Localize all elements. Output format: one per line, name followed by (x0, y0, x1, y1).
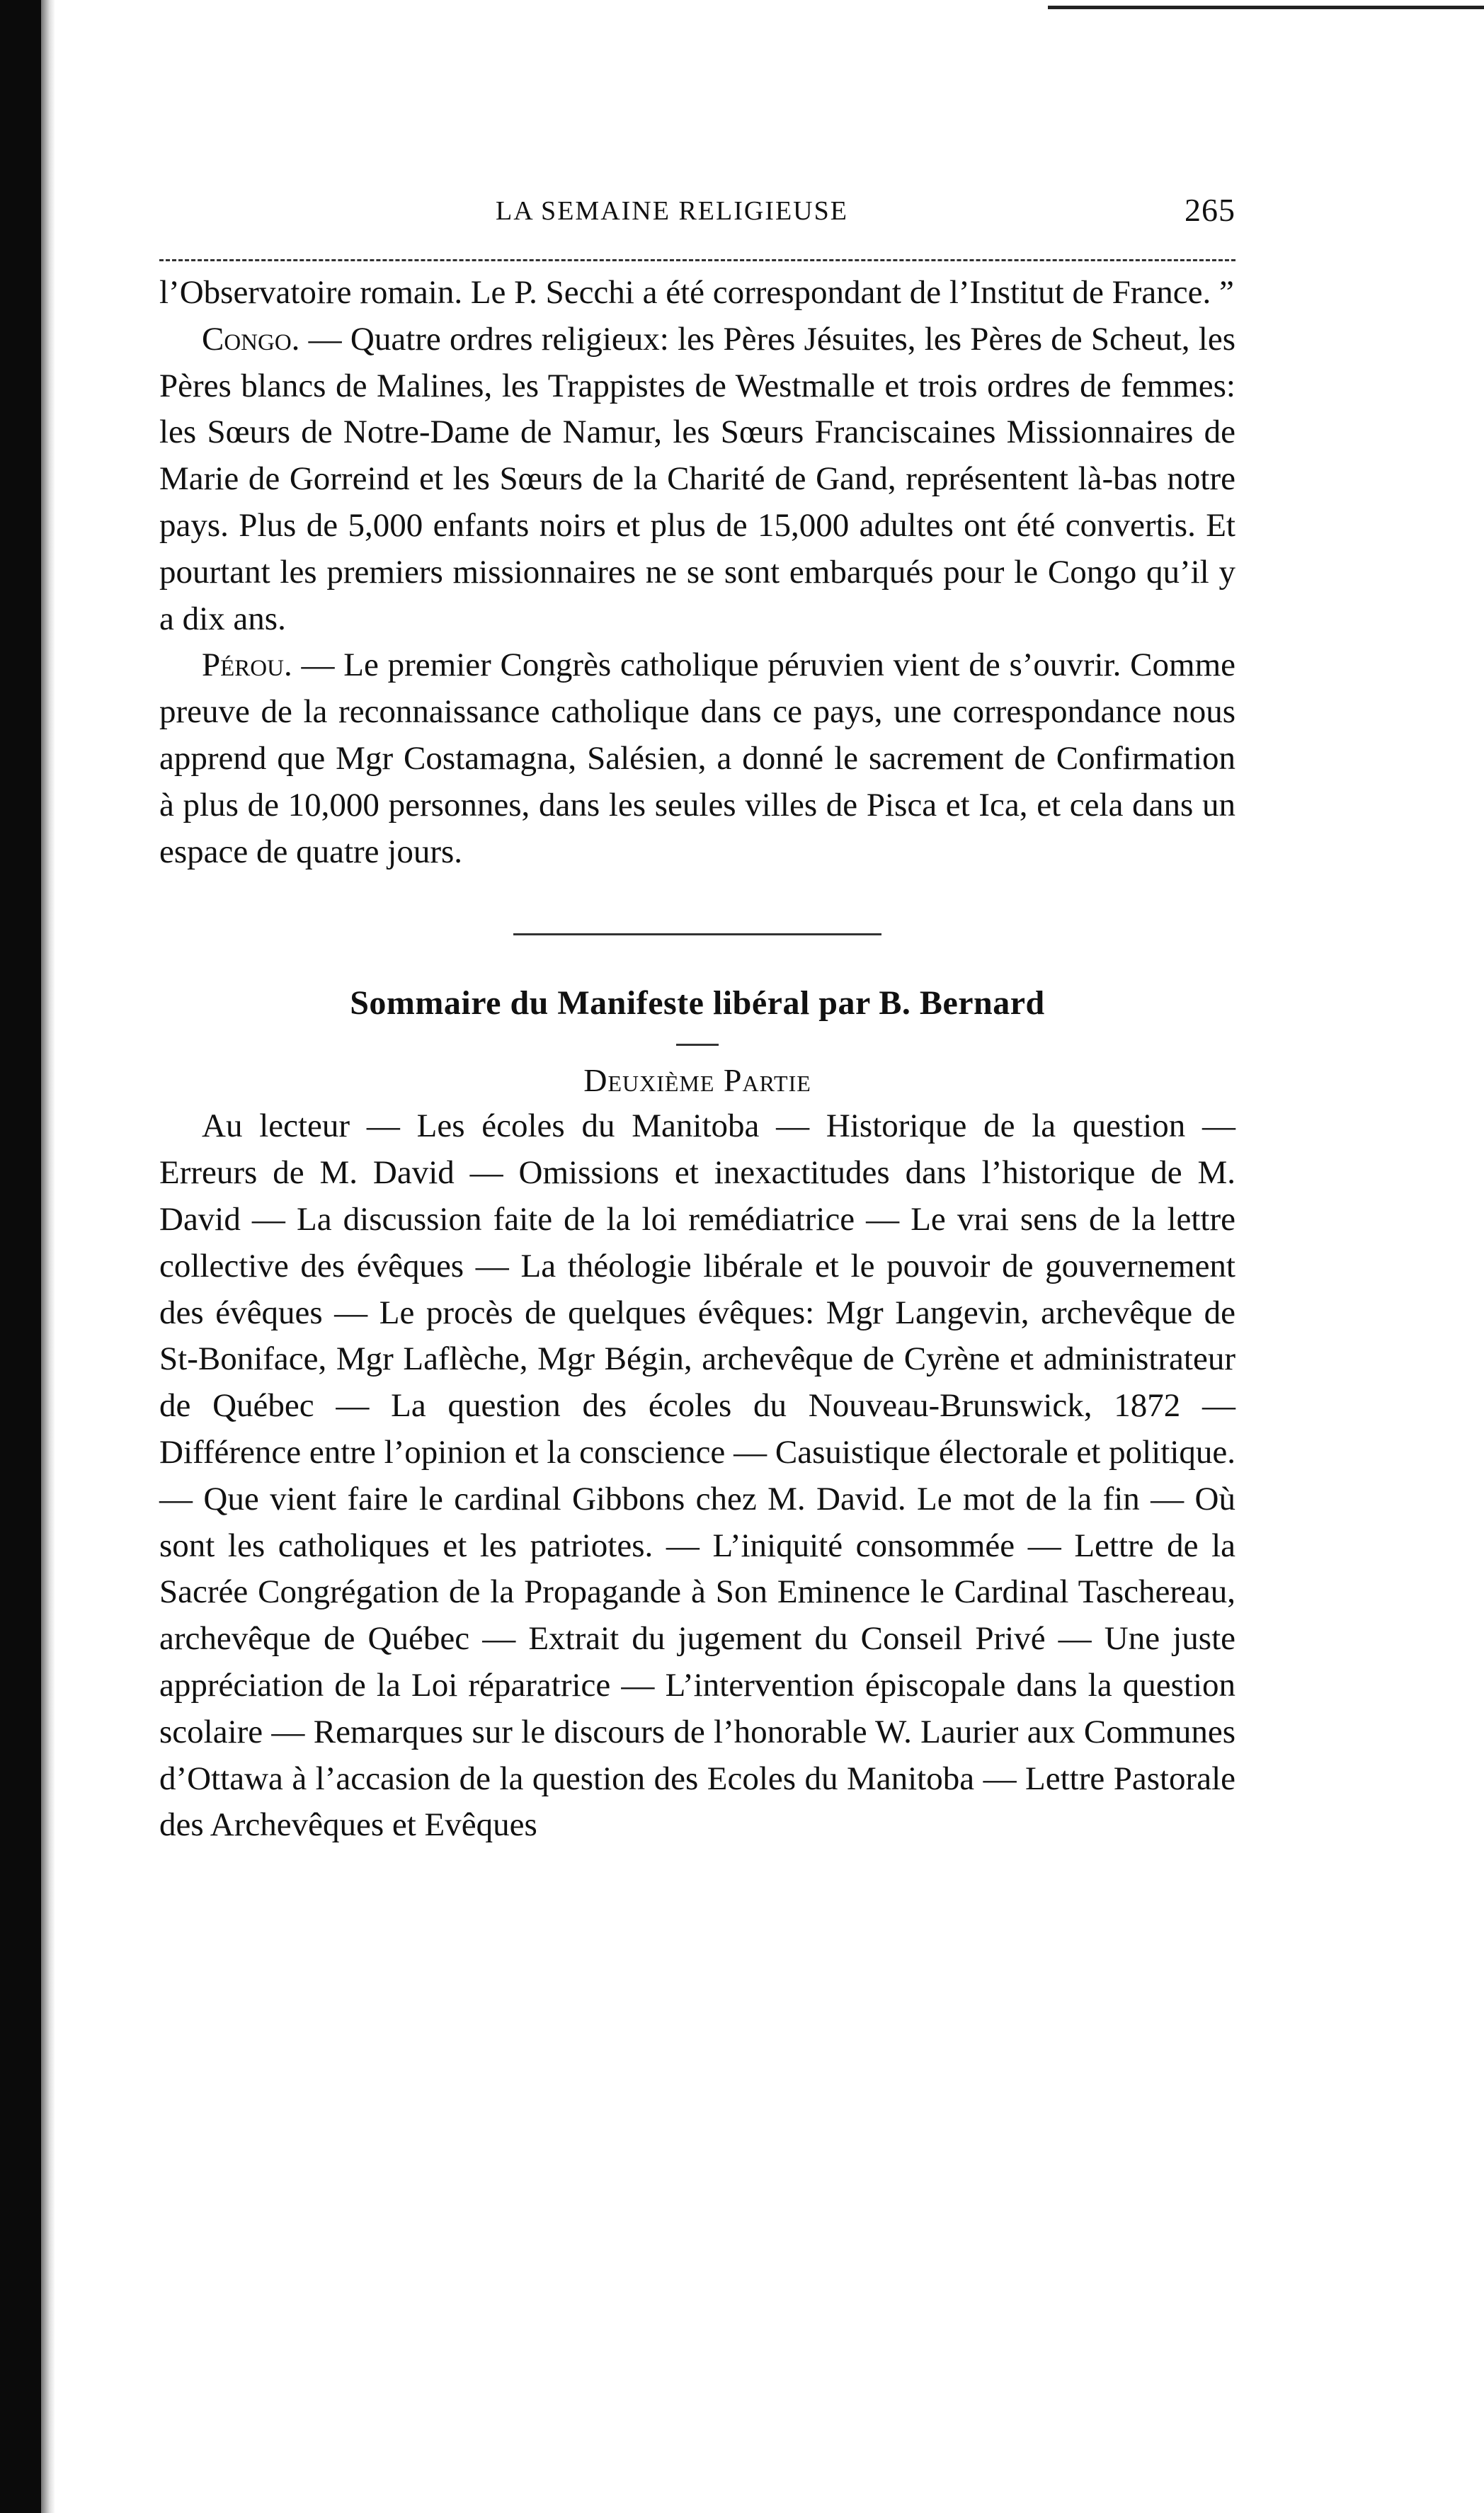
book-page (159, 191, 1235, 1849)
paragraph-observatoire: l’Observatoire romain. Le P. Secchi a été correspondant de l’Institut de France. ” (159, 274, 1234, 311)
paragraph-perou (159, 642, 1235, 875)
running-title: LA SEMAINE RELIGIEUSE (496, 196, 848, 226)
congo-text: — Quatre ordres religieux: les Pères Jésuites, les Pères de Scheut, les Pères blancs de Malines, les Trappistes de Westmalle et trois ordres de femmes: les Sœurs de Notre-Dame de Namur, les Sœurs Franciscaines Missionnaires de Marie de Gorreind et les Sœurs de la Charité de Gand, représentent là-bas notre pays. Plus de 5,000 enfants noirs et plus de 15,000 adultes ont été convertis. Et pourtant les premiers missionnaires ne se sont embarqués pour le Congo qu’il y a dix ans. (159, 320, 1235, 637)
part-heading: Deuxième Partie (583, 1062, 811, 1099)
section-title: Sommaire du Manifeste libéral par B. Bernard (350, 984, 1045, 1022)
scan-edge-shadow (41, 0, 55, 2513)
scanned-binding-edge (0, 0, 41, 2513)
top-scan-rule (1048, 6, 1484, 9)
news-items (159, 270, 1235, 875)
header-rule (159, 259, 1235, 261)
page-number: 265 (1185, 192, 1235, 228)
perou-text: — Le premier Congrès catholique péruvien vient de s’ouvrir. Comme preuve de la reconnaissance catholique dans ce pays, une correspondance nous apprend que Mgr Costamagna, Salésien, a donné le sacrement de Confirmation à plus de 10,000 personnes, dans les seules villes de Pisca et Ica, et cela dans un espace de quatre jours. (159, 646, 1235, 870)
title-rule (676, 1044, 719, 1046)
running-header (159, 191, 1235, 231)
summary-text (159, 1103, 1235, 1849)
perou-lead: Pérou. (202, 646, 292, 684)
congo-lead: Congo. (202, 320, 300, 358)
paragraph-congo (159, 317, 1235, 643)
summary-paragraph: Au lecteur — Les écoles du Manitoba — Historique de la question — Erreurs de M. David — Omissions et inexactitudes dans l’historique de M. David — La discussion faite de la loi remédiatrice — Le vrai sens de la lettre collective des évêques — La théologie libérale et le pouvoir de gouvernement des évêques — Le procès de quelques évêques: Mgr Langevin, archevêque de St-Boniface, Mgr Laflèche, Mgr Bégin, archevêque de Cyrène et administrateur de Québec — La question des écoles du Nouveau-Brunswick, 1872 — Différence entre l’opinion et la conscience — Casuistique électorale et politique. — Que vient faire le cardinal Gibbons chez M. David. Le mot de la fin — Où sont les catholiques et les patriotes. — L’iniquité consommée — Lettre de la Sacrée Congrégation de la Propagande à Son Eminence le Cardinal Taschereau, archevêque de Québec — Extrait du jugement du Conseil Privé — Une juste appréciation de la Loi réparatrice — L’intervention épiscopale dans la question scolaire — Remarques sur le discours de l’honorable W. Laurier aux Communes d’Ottawa à l’accasion de la question des Ecoles du Manitoba — Lettre Pastorale des Archevêques et Evêques (159, 1107, 1235, 1844)
section-divider (513, 933, 881, 935)
